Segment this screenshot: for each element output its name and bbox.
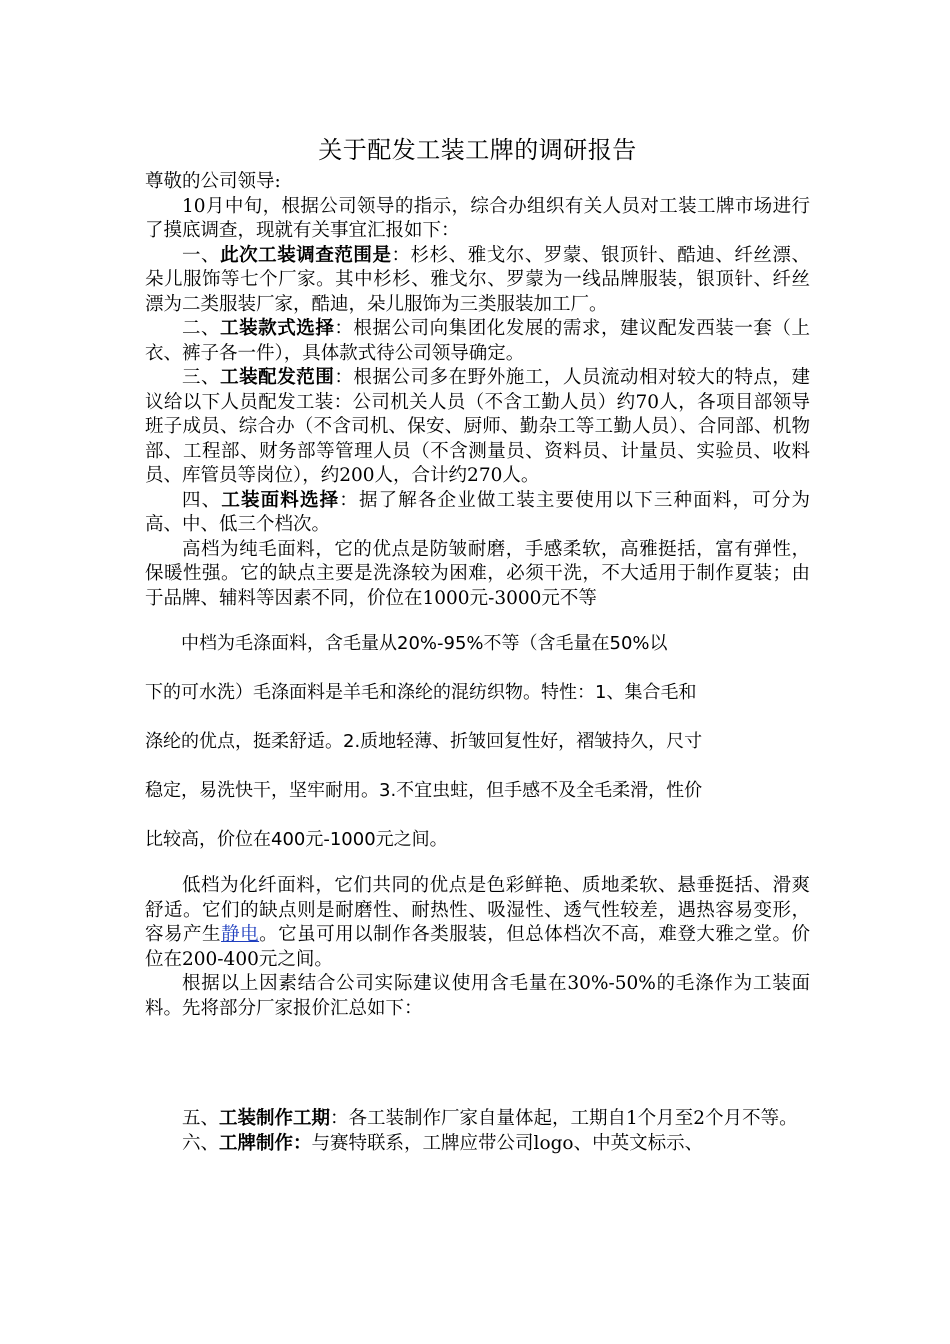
section-5-heading: 工装制作工期 <box>219 1108 331 1129</box>
section-1-prefix: 一、 <box>182 244 221 266</box>
section-5-text: ：各工装制作厂家自量体起，工期自1个月至2个月不等。 <box>330 1108 798 1129</box>
section-4-paragraph <box>145 489 810 538</box>
section-6-paragraph <box>145 1132 810 1157</box>
high-grade-paragraph: 高档为纯毛面料，它的优点是防皱耐磨，手感柔软，高雅挺括，富有弹性，保暖性强。它的缺点主要是洗涤较为困难，必须干洗，不大适用于制作夏装；由于品牌、辅料等因素不同，价位在1000元-3000元不等 <box>145 538 810 609</box>
mid-grade-line: 中档为毛涤面料，含毛量从20%-95%不等（含毛量在50%以 <box>181 633 668 654</box>
section-1-text: ：杉杉、雅戈尔、罗蒙、银顶针、酷迪、纤丝漂、朵儿服饰等七个厂家。其中杉杉、雅戈尔、罗蒙为一线品牌服装，银顶针、纤丝漂为二类服装厂家，酷迪，朵儿服饰为三类服装加工厂。 <box>145 244 810 315</box>
low-grade-text-before: 低档为化纤面料，它们共同的优点是色彩鲜艳、质地柔软、悬垂挺括、滑爽舒适。它们的缺点则是耐磨性、耐热性、吸湿性、透气性较差，遇热容易变形，容易产生 <box>145 875 810 945</box>
section-4-prefix: 四、 <box>182 489 222 511</box>
salutation: 尊敬的公司领导: <box>145 171 281 192</box>
mid-grade-line: 下的可水洗）毛涤面料是羊毛和涤纶的混纺织物。特性：1、集合毛和 <box>145 682 697 703</box>
table-placeholder-gap <box>145 1021 810 1107</box>
section-2-paragraph <box>145 317 810 366</box>
mid-grade-paragraph <box>145 619 810 864</box>
section-2-prefix: 二、 <box>182 318 221 339</box>
document-title: 关于配发工装工牌的调研报告 <box>318 136 637 164</box>
section-1-heading: 此次工装调查范围是 <box>220 244 392 266</box>
mid-grade-line: 稳定，易洗快干，坚牢耐用。3.不宜虫蛀，但手感不及全毛柔滑，性价 <box>145 780 703 801</box>
section-5-prefix: 五、 <box>182 1108 220 1129</box>
section-6-text: 与赛特联系，工牌应带公司logo、中英文标示、 <box>311 1132 704 1154</box>
section-4-text: ：据了解各企业做工装主要使用以下三种面料，可分为高、中、低三个档次。 <box>145 489 810 535</box>
intro-paragraph: 10月中旬，根据公司领导的指示，综合办组织有关人员对工装工牌市场进行了摸底调查，现就有关事宜汇报如下： <box>145 195 810 241</box>
section-6-prefix: 六、 <box>182 1132 220 1154</box>
section-3-heading: 工装配发范围 <box>220 367 335 388</box>
section-3-paragraph <box>145 366 810 489</box>
low-grade-paragraph <box>145 874 810 972</box>
section-1-paragraph <box>145 244 810 318</box>
low-grade-text-after: 。它虽可用以制作各类服装，但总体档次不高，难登大雅之堂。价位在200-400元之间。 <box>145 924 810 970</box>
mid-grade-line: 比较高，价位在400元-1000元之间。 <box>145 829 448 850</box>
section-2-text: ：根据公司向集团化发展的需求，建议配发西装一套（上衣、裤子各一件），具体款式待公司领导确定。 <box>145 318 810 364</box>
section-3-text: ：根据公司多在野外施工，人员流动相对较大的特点，建议给以下人员配发工装：公司机关人员（不含工勤人员）约70人，各项目部领导班子成员、综合办（不含司机、保安、厨师、勤杂工等工勤人员）、合同部、机物部、工程部、财务部等管理人员（不含测量员、资料员、计量员、实验员、收料员、库管员等岗位），约200人，合计约270人。 <box>145 367 810 486</box>
section-4-heading: 工装面料选择 <box>221 489 340 511</box>
recommendation-paragraph: 根据以上因素结合公司实际建议使用含毛量在30%-50%的毛涤作为工装面料。先将部分厂家报价汇总如下： <box>145 973 810 1019</box>
document-page <box>145 130 810 1156</box>
static-electricity-link[interactable]: 静电 <box>221 924 260 945</box>
section-5-paragraph <box>145 1107 810 1132</box>
section-3-prefix: 三、 <box>182 367 221 388</box>
section-6-heading: 工牌制作： <box>219 1132 312 1154</box>
mid-grade-line: 涤纶的优点，挺柔舒适。2.质地轻薄、折皱回复性好，褶皱持久，尺寸 <box>145 731 703 752</box>
section-2-heading: 工装款式选择 <box>220 318 335 339</box>
